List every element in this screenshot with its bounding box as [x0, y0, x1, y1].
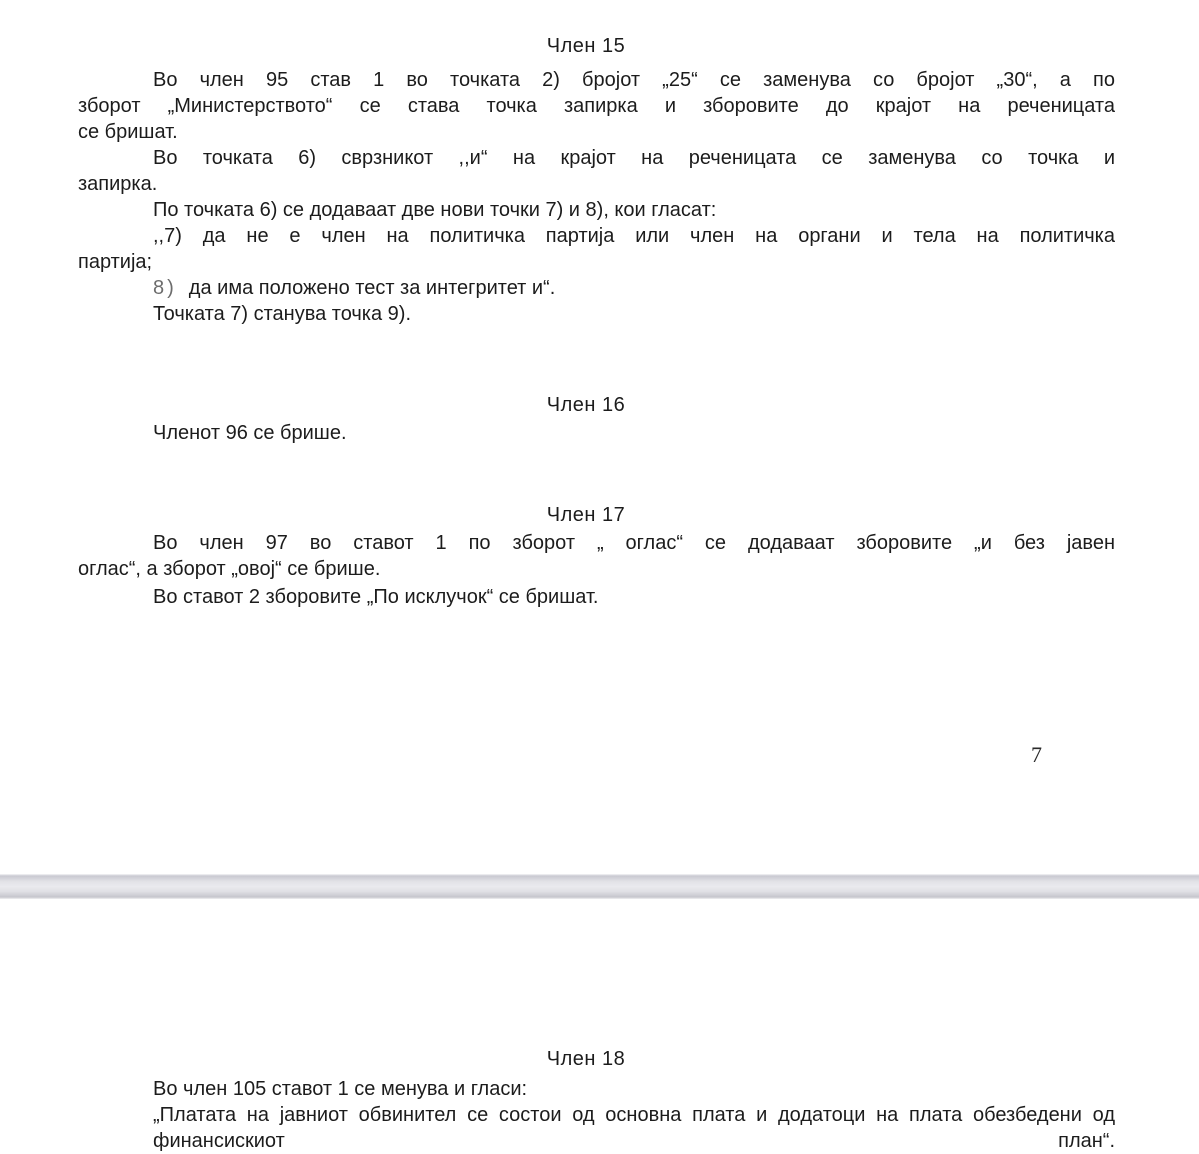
paragraph-line: Во точката 6) сврзникот ,,и“ на крајот на реченицата се заменува со точка и — [153, 147, 1115, 169]
paragraph-line: Во член 105 ставот 1 се менува и гласи: — [153, 1078, 528, 1100]
article-17-heading: Член 17 — [546, 504, 626, 526]
article-16-heading: Член 16 — [546, 394, 626, 416]
paragraph-line: партија; — [78, 251, 153, 273]
paragraph-line: Точката 7) станува точка 9). — [153, 303, 412, 325]
page-number: 7 — [1031, 742, 1042, 767]
article-18-heading: Член 18 — [546, 1048, 626, 1070]
page-2 — [0, 899, 1199, 1152]
page-2-content — [78, 1046, 1115, 1154]
paragraph-line: Во член 95 став 1 во точката 2) бројот „25“ се заменува со бројот „30“, а по — [153, 69, 1115, 91]
paragraph-line: По точката 6) се додаваат две нови точки 7) и 8), кои гласат: — [153, 199, 717, 221]
paragraph-line — [78, 275, 1115, 301]
paragraph-line: оглас“, а зборот „овој“ се брише. — [78, 558, 381, 580]
item-8-marker: 8) — [153, 277, 177, 299]
paragraph-line: се бришат. — [78, 121, 178, 143]
paragraph-text: да има положено тест за интегритет и“. — [188, 277, 556, 299]
paragraph-line: Во член 97 во ставот 1 по зборот „ оглас“ се додаваат зборовите „и без јавен — [153, 532, 1115, 554]
paragraph-line-clipped: „Платата на јавниот обвинител се состои од основна плата и додатоци на плата обезбедени од финансискиот план“. — [153, 1104, 1115, 1152]
paragraph-line: запирка. — [78, 173, 158, 195]
paragraph-line: Членот 96 се брише. — [153, 422, 347, 444]
page-1-content — [78, 33, 1115, 610]
paragraph-line: ,,7) да не е член на политичка партија или член на органи и тела на политичка — [153, 225, 1115, 247]
article-15-heading: Член 15 — [546, 35, 626, 57]
paragraph-line: Во ставот 2 зборовите „По исклучок“ се бришат. — [153, 586, 599, 608]
paragraph-line: зборот „Министерството“ се става точка запирка и зборовите до крајот на реченицата — [78, 95, 1115, 117]
page-separator — [0, 874, 1199, 899]
